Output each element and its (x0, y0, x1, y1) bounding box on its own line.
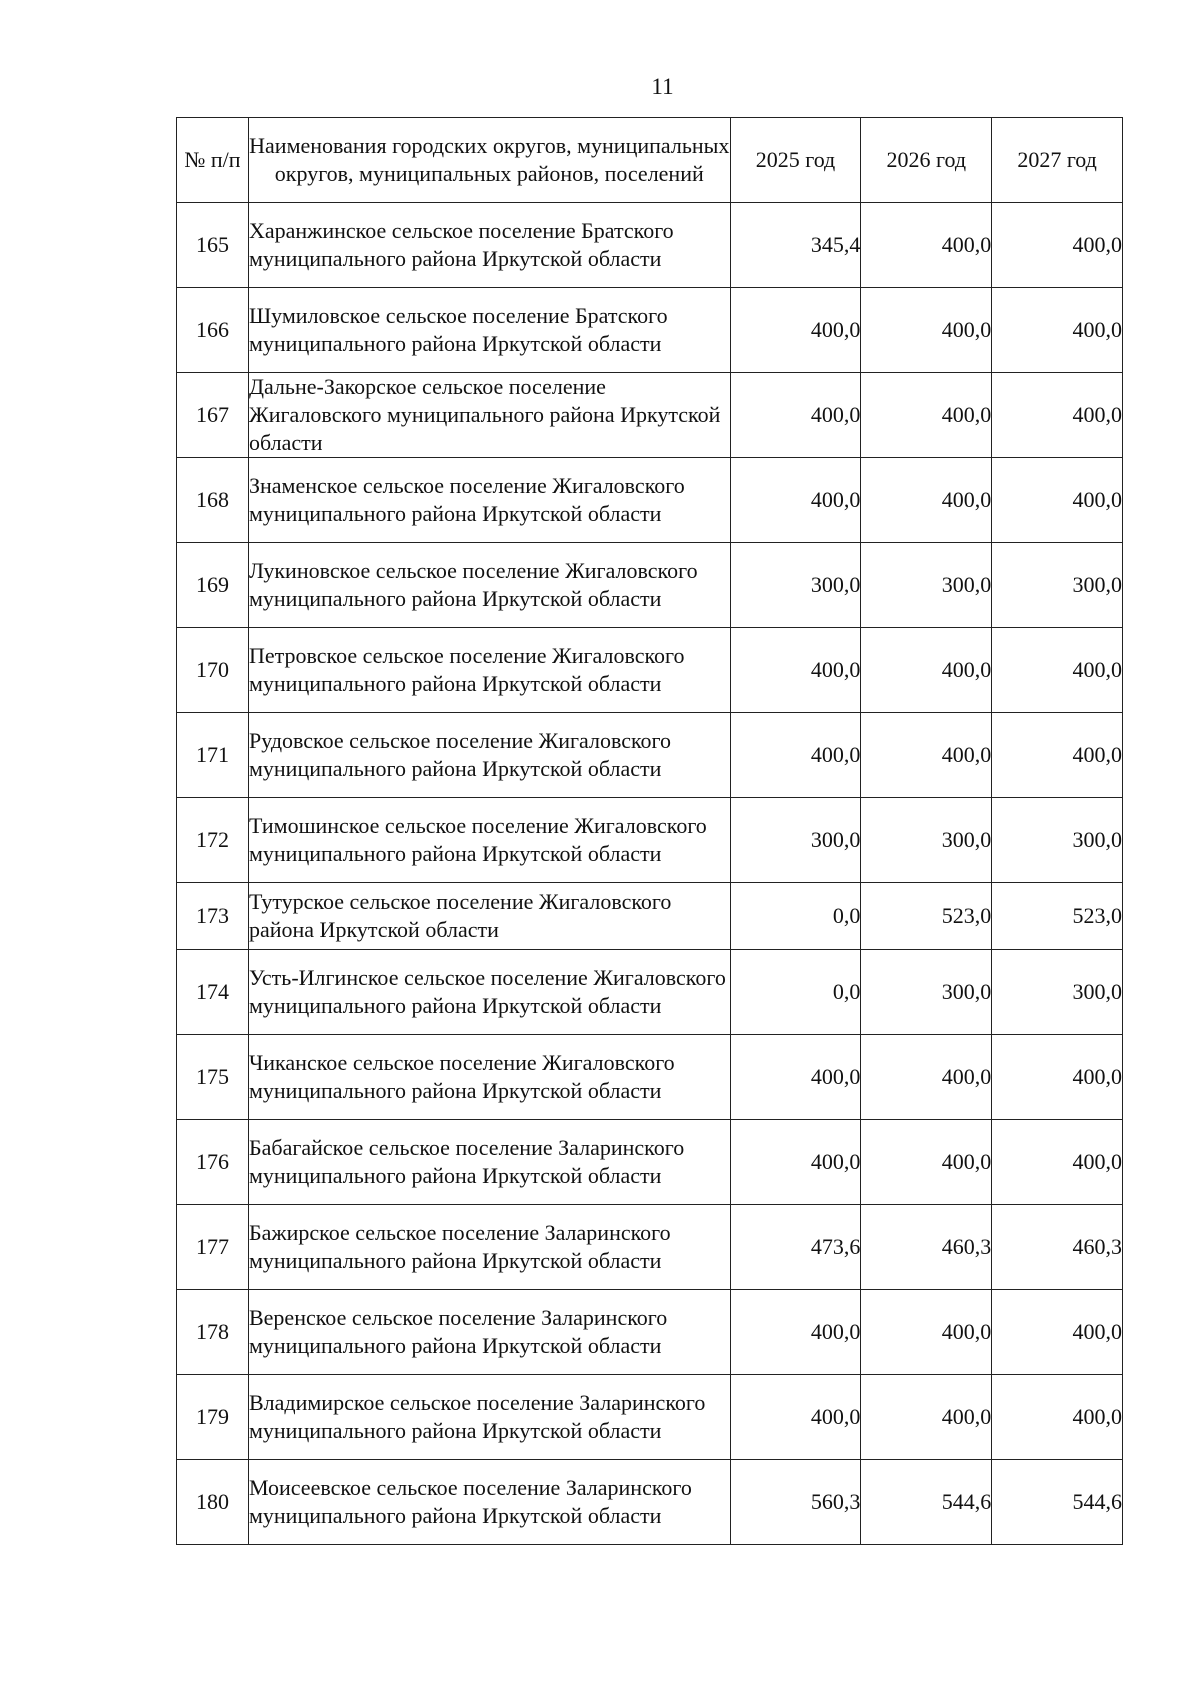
row-name: Петровское сельское поселение Жигаловского муниципального района Иркутской области (248, 628, 730, 713)
row-value-2027: 400,0 (992, 1120, 1123, 1205)
row-name: Веренское сельское поселение Заларинского муниципального района Иркутской области (248, 1290, 730, 1375)
table-row (177, 713, 1123, 798)
row-value-2026: 544,6 (861, 1460, 992, 1545)
table-row (177, 1035, 1123, 1120)
row-value-2025: 560,3 (730, 1460, 861, 1545)
row-value-2027: 523,0 (992, 883, 1123, 950)
row-value-2025: 0,0 (730, 950, 861, 1035)
table-header-row (177, 118, 1123, 203)
row-value-2025: 473,6 (730, 1205, 861, 1290)
row-value-2027: 400,0 (992, 1035, 1123, 1120)
header-num: № п/п (177, 118, 249, 203)
row-value-2026: 460,3 (861, 1205, 992, 1290)
row-value-2025: 400,0 (730, 458, 861, 543)
row-value-2027: 400,0 (992, 458, 1123, 543)
row-value-2026: 400,0 (861, 288, 992, 373)
row-value-2025: 400,0 (730, 1035, 861, 1120)
row-number: 172 (177, 798, 249, 883)
row-value-2025: 400,0 (730, 628, 861, 713)
table-row (177, 288, 1123, 373)
row-value-2026: 400,0 (861, 1375, 992, 1460)
row-number: 175 (177, 1035, 249, 1120)
row-value-2026: 523,0 (861, 883, 992, 950)
row-number: 165 (177, 203, 249, 288)
row-number: 167 (177, 373, 249, 458)
table-row (177, 950, 1123, 1035)
row-name: Владимирское сельское поселение Заларинского муниципального района Иркутской области (248, 1375, 730, 1460)
row-name: Чиканское сельское поселение Жигаловского муниципального района Иркутской области (248, 1035, 730, 1120)
row-value-2025: 300,0 (730, 798, 861, 883)
header-2027: 2027 год (992, 118, 1123, 203)
row-name: Лукиновское сельское поселение Жигаловского муниципального района Иркутской области (248, 543, 730, 628)
row-number: 178 (177, 1290, 249, 1375)
row-name: Бабагайское сельское поселение Заларинского муниципального района Иркутской области (248, 1120, 730, 1205)
table-row (177, 883, 1123, 950)
row-name: Усть-Илгинское сельское поселение Жигаловского муниципального района Иркутской области (248, 950, 730, 1035)
row-number: 174 (177, 950, 249, 1035)
row-value-2026: 400,0 (861, 628, 992, 713)
row-number: 173 (177, 883, 249, 950)
row-value-2027: 300,0 (992, 798, 1123, 883)
row-name: Моисеевское сельское поселение Заларинского муниципального района Иркутской области (248, 1460, 730, 1545)
row-number: 170 (177, 628, 249, 713)
row-value-2026: 400,0 (861, 373, 992, 458)
row-value-2027: 400,0 (992, 628, 1123, 713)
row-value-2025: 300,0 (730, 543, 861, 628)
row-value-2026: 400,0 (861, 203, 992, 288)
row-value-2026: 300,0 (861, 950, 992, 1035)
row-value-2026: 400,0 (861, 458, 992, 543)
row-value-2026: 300,0 (861, 543, 992, 628)
row-name: Тимошинское сельское поселение Жигаловского муниципального района Иркутской области (248, 798, 730, 883)
row-number: 176 (177, 1120, 249, 1205)
row-value-2027: 400,0 (992, 203, 1123, 288)
row-value-2026: 400,0 (861, 1120, 992, 1205)
row-number: 179 (177, 1375, 249, 1460)
row-value-2025: 0,0 (730, 883, 861, 950)
row-name: Тутурское сельское поселение Жигаловского района Иркутской области (248, 883, 730, 950)
table-row (177, 628, 1123, 713)
row-number: 168 (177, 458, 249, 543)
row-value-2027: 300,0 (992, 950, 1123, 1035)
row-value-2025: 400,0 (730, 1375, 861, 1460)
row-value-2026: 300,0 (861, 798, 992, 883)
table-row (177, 1120, 1123, 1205)
header-2025: 2025 год (730, 118, 861, 203)
table-row (177, 1205, 1123, 1290)
row-value-2025: 400,0 (730, 373, 861, 458)
allocation-table (176, 117, 1123, 1545)
row-value-2025: 400,0 (730, 288, 861, 373)
row-value-2027: 400,0 (992, 713, 1123, 798)
row-name: Харанжинское сельское поселение Братского муниципального района Иркутской области (248, 203, 730, 288)
header-name: Наименования городских округов, муниципальных округов, муниципальных районов, поселений (248, 118, 730, 203)
row-value-2027: 400,0 (992, 288, 1123, 373)
header-2026: 2026 год (861, 118, 992, 203)
row-value-2026: 400,0 (861, 1035, 992, 1120)
table-row (177, 1375, 1123, 1460)
row-name: Знаменское сельское поселение Жигаловского муниципального района Иркутской области (248, 458, 730, 543)
row-value-2026: 400,0 (861, 1290, 992, 1375)
row-value-2025: 400,0 (730, 1290, 861, 1375)
table-row (177, 203, 1123, 288)
row-name: Бажирское сельское поселение Заларинского муниципального района Иркутской области (248, 1205, 730, 1290)
row-value-2027: 460,3 (992, 1205, 1123, 1290)
table-row (177, 798, 1123, 883)
row-value-2027: 400,0 (992, 373, 1123, 458)
row-value-2025: 345,4 (730, 203, 861, 288)
row-value-2027: 544,6 (992, 1460, 1123, 1545)
table-row (177, 1290, 1123, 1375)
row-number: 166 (177, 288, 249, 373)
row-number: 180 (177, 1460, 249, 1545)
row-value-2025: 400,0 (730, 713, 861, 798)
row-value-2025: 400,0 (730, 1120, 861, 1205)
row-name: Дальне-Закорское сельское поселение Жигаловского муниципального района Иркутской области (248, 373, 730, 458)
row-value-2026: 400,0 (861, 713, 992, 798)
table-row (177, 458, 1123, 543)
row-name: Шумиловское сельское поселение Братского муниципального района Иркутской области (248, 288, 730, 373)
row-name: Рудовское сельское поселение Жигаловского муниципального района Иркутской области (248, 713, 730, 798)
row-number: 169 (177, 543, 249, 628)
row-value-2027: 400,0 (992, 1290, 1123, 1375)
row-number: 171 (177, 713, 249, 798)
row-number: 177 (177, 1205, 249, 1290)
table-row (177, 1460, 1123, 1545)
page-number: 11 (651, 74, 674, 99)
table-row (177, 543, 1123, 628)
row-value-2027: 300,0 (992, 543, 1123, 628)
table-row (177, 373, 1123, 458)
row-value-2027: 400,0 (992, 1375, 1123, 1460)
